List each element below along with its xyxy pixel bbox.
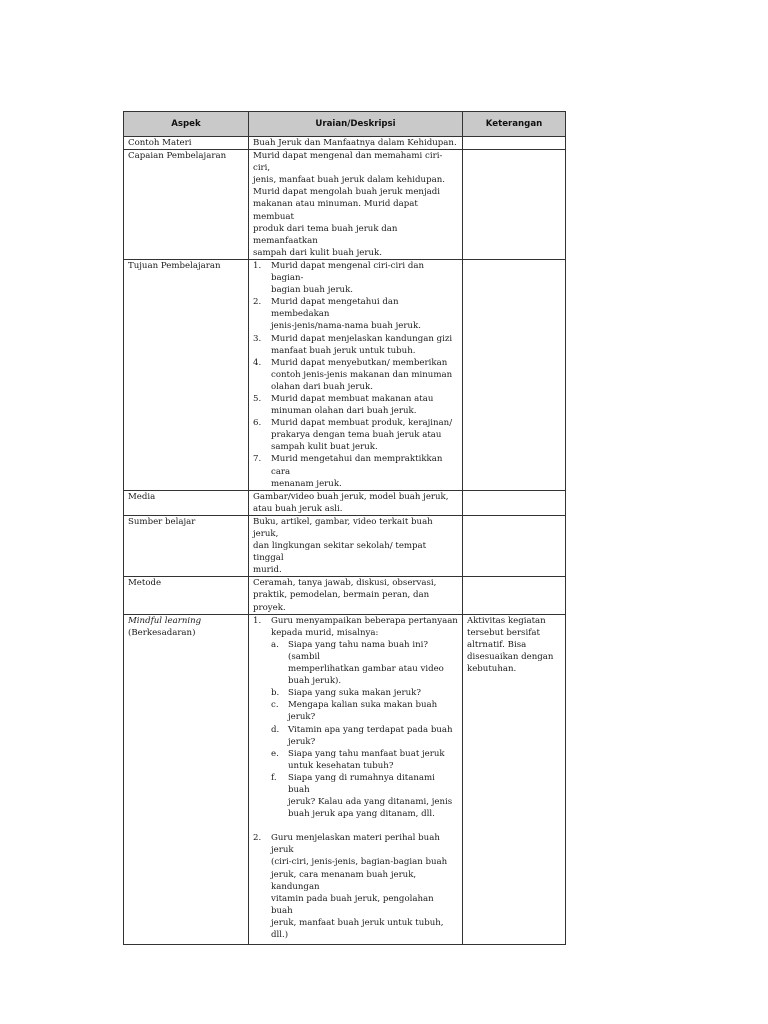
uraian-cell	[249, 614, 463, 944]
uraian-cell	[249, 150, 463, 260]
row-tujuan	[124, 259, 566, 490]
header-keterangan: Keterangan	[463, 112, 566, 137]
text-line: Murid dapat mengolah buah jeruk menjadi	[253, 187, 441, 198]
list-item: f. Siapa yang di rumahnya ditanami buah jeruk? Kalau ada yang ditanami, jenis buah jeruk apa yang ditanam, dll.	[271, 772, 453, 820]
text-line: kebutuhan.	[467, 664, 517, 675]
row-media	[124, 490, 566, 515]
list-item: 2. Murid dapat mengetahui dan membedakan jenis-jenis/nama-nama buah jeruk.	[253, 297, 421, 332]
text-line: tersebut bersifat	[467, 627, 540, 638]
list-item: 7. Murid mengetahui dan mempraktikkan cara menanam jeruk.	[253, 454, 443, 489]
aspek-cell	[124, 614, 249, 944]
keterangan-cell	[463, 515, 566, 576]
text-line: disesuaikan dengan	[467, 651, 554, 662]
uraian-cell	[249, 259, 463, 490]
aspek-cell: Capaian Pembelajaran	[124, 150, 249, 260]
list-item: 5. Murid dapat membuat makanan atau minuman olahan dari buah jeruk.	[253, 393, 434, 417]
list-item: 6. Murid dapat membuat produk, kerajinan/ prakarya dengan tema buah jeruk atau sampah kulit buat jeruk.	[253, 418, 453, 453]
text-line: murid.	[253, 565, 282, 576]
row-capaian	[124, 150, 566, 260]
text-line: jenis, manfaat buah jeruk dalam kehidupan.	[253, 175, 445, 186]
text-line: dan lingkungan sekitar sekolah/ tempat tinggal	[253, 541, 427, 564]
keterangan-cell	[463, 614, 566, 944]
text-line: altrnatif. Bisa	[467, 639, 527, 650]
uraian-cell: Buah Jeruk dan Manfaatnya dalam Kehidupan.	[249, 137, 463, 150]
row-contoh-materi	[124, 137, 566, 150]
list-item: b. Siapa yang suka makan jeruk?	[271, 688, 421, 699]
aspek-cell: Metode	[124, 577, 249, 614]
text-line: Ceramah, tanya jawab, diskusi, observasi,	[253, 578, 437, 589]
aspek-cell: Media	[124, 490, 249, 515]
list-item: 1. Guru menyampaikan beberapa pertanyaan kepada murid, misalnya: a. Siapa yang tahu nama buah ini? (sambil memperlihatkan gambar atau video buah jeruk). b. Siapa yang suka makan jeruk? c. Mengapa kalian suka makan buah jeruk? d. Vitamin apa yang terdapat pada buah jeruk? e. Siapa yang tahu manfaat buat jeruk untuk kesehatan tubuh? f. Siapa yang di rumahnya ditanami buah jeruk? Kalau ada yang ditanami, jenis buah jeruk apa yang ditanam, dll.	[253, 615, 458, 820]
list-item: d. Vitamin apa yang terdapat pada buah jeruk?	[271, 724, 453, 747]
row-metode	[124, 577, 566, 614]
row-mindful-learning	[124, 614, 566, 944]
activities-list	[253, 615, 458, 944]
keterangan-cell	[463, 150, 566, 260]
aspek-cell: Contoh Materi	[124, 137, 249, 150]
list-item: e. Siapa yang tahu manfaat buat jeruk untuk kesehatan tubuh?	[271, 748, 445, 771]
header-aspek: Aspek	[124, 112, 249, 137]
objectives-list	[253, 260, 458, 490]
list-item: 2. Guru menjelaskan materi perihal buah jeruk (ciri-ciri, jenis-jenis, bagian-bagian buah jeruk, cara menanam buah jeruk, kandungan vitamin pada buah jeruk, pengolahan buah jeruk, manfaat buah jeruk untuk tubuh, dll.)	[253, 833, 448, 940]
lesson-plan-table	[123, 111, 566, 945]
aspek-cell: Sumber belajar	[124, 515, 249, 576]
table-header-row	[124, 112, 566, 137]
keterangan-cell	[463, 259, 566, 490]
list-item: a. Siapa yang tahu nama buah ini? (sambil memperlihatkan gambar atau video buah jeruk).	[271, 639, 444, 687]
text-line: praktik, pemodelan, bermain peran, dan proyek.	[253, 590, 430, 613]
list-item: c. Mengapa kalian suka makan buah jeruk?	[271, 700, 438, 723]
questions-list	[271, 639, 458, 820]
text-line: Murid dapat mengenal dan memahami ciri-ciri,	[253, 151, 443, 174]
mindful-label: Mindful learning	[128, 615, 202, 626]
list-item: 4. Murid dapat menyebutkan/ memberikan contoh jenis-jenis makanan dan minuman olahan dari buah jeruk.	[253, 357, 453, 392]
header-uraian: Uraian/Deskripsi	[249, 112, 463, 137]
uraian-cell	[249, 490, 463, 515]
keterangan-cell	[463, 490, 566, 515]
row-sumber-belajar	[124, 515, 566, 576]
text-line: sampah dari kulit buah jeruk.	[253, 247, 382, 258]
mindful-sublabel: (Berkesadaran)	[128, 627, 196, 638]
text-line: Aktivitas kegiatan	[467, 615, 546, 626]
text-line: atau buah jeruk asli.	[253, 503, 343, 514]
text-line: produk dari tema buah jeruk dan memanfaatkan	[253, 223, 398, 246]
uraian-cell	[249, 515, 463, 576]
text-line: Buku, artikel, gambar, video terkait buah jeruk,	[253, 516, 433, 539]
uraian-cell	[249, 577, 463, 614]
list-item: 3. Murid dapat menjelaskan kandungan gizi manfaat buah jeruk untuk tubuh.	[253, 333, 453, 356]
text-line: Gambar/video buah jeruk, model buah jeruk,	[253, 491, 449, 502]
keterangan-cell	[463, 577, 566, 614]
text-line: makanan atau minuman. Murid dapat membuat	[253, 199, 418, 222]
keterangan-cell	[463, 137, 566, 150]
aspek-cell: Tujuan Pembelajaran	[124, 259, 249, 490]
list-item: 1. Murid dapat mengenal ciri-ciri dan bagian- bagian buah jeruk.	[253, 260, 424, 296]
